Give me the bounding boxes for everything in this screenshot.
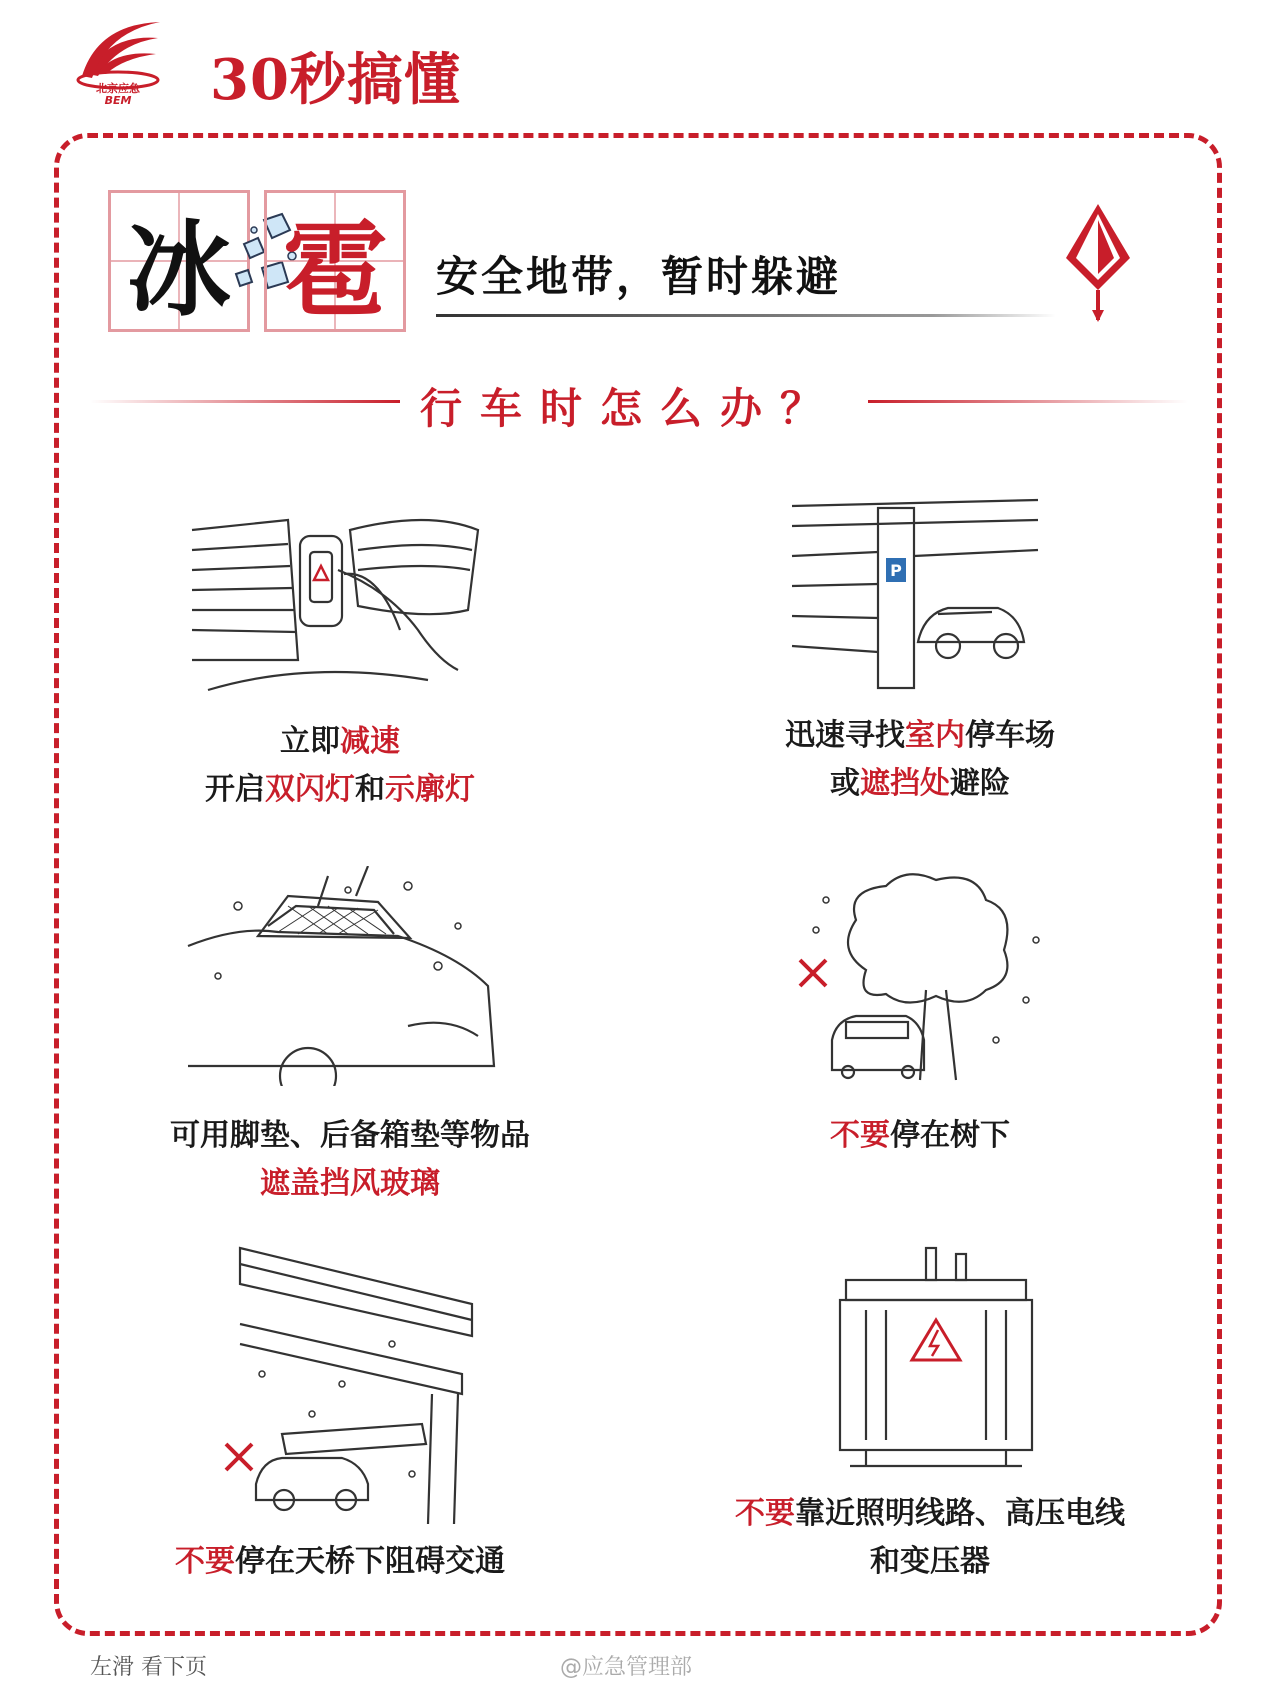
section-heading: 行车时怎么办？ <box>420 384 841 433</box>
text: 停车场 <box>965 718 1055 753</box>
logo-text-en: BEM <box>104 94 132 106</box>
caption-line <box>700 1538 1160 1586</box>
caption-line <box>170 766 510 814</box>
logo-text-cn: 北京应急 <box>96 82 140 95</box>
caption-line <box>700 1490 1160 1538</box>
text: 和 <box>355 772 385 807</box>
title-char-bing: 冰 <box>126 209 231 331</box>
caption-line <box>140 1160 560 1208</box>
caption-item-2 <box>720 712 1120 808</box>
caption-line <box>750 1112 1090 1160</box>
text: 避险 <box>950 766 1010 801</box>
bem-logo <box>68 14 168 106</box>
text-red: 减速 <box>340 724 400 759</box>
caption-line <box>720 712 1120 760</box>
illustration-indoor-parking <box>788 486 1048 696</box>
caption-line <box>140 1112 560 1160</box>
caption-line <box>170 718 510 766</box>
subtitle: 安全地带，暂时躲避 <box>436 252 842 301</box>
caption-line <box>720 760 1120 808</box>
text: 停在天桥下阻碍交通 <box>235 1544 505 1579</box>
text-red: 不要 <box>830 1118 890 1153</box>
text: 停在树下 <box>890 1118 1010 1153</box>
watermark: @应急管理部 <box>560 1655 693 1680</box>
section-line-left <box>90 400 400 403</box>
text: 迅速寻找 <box>785 718 905 753</box>
text-red: 不要 <box>735 1496 795 1531</box>
subtitle-underline <box>436 314 1056 317</box>
illustration-windshield-cover <box>178 866 498 1086</box>
text-red: 室内 <box>905 718 965 753</box>
illustration-overpass <box>222 1244 482 1524</box>
brand-title: 30秒搞懂 <box>210 47 461 113</box>
caption-item-1 <box>170 718 510 814</box>
caption-item-5 <box>140 1538 540 1586</box>
illustration-transformer <box>826 1240 1046 1470</box>
text: 开启 <box>205 772 265 807</box>
parking-sign-text: P <box>890 561 902 580</box>
text-red: 遮盖挡风玻璃 <box>260 1166 440 1201</box>
text-red: 示廓灯 <box>385 772 475 807</box>
section-line-right <box>868 400 1188 403</box>
caption-item-6 <box>700 1490 1160 1586</box>
illustration-hazard-button <box>188 510 488 710</box>
swipe-hint: 左滑 看下页 <box>90 1655 207 1680</box>
kite-icon <box>1062 200 1134 324</box>
caption-item-4 <box>750 1112 1090 1160</box>
caption-item-3 <box>140 1112 560 1208</box>
text: 立即 <box>280 724 340 759</box>
illustration-tree <box>796 870 1056 1090</box>
title-char-box-bao <box>264 190 406 332</box>
text-red: 双闪灯 <box>265 772 355 807</box>
text: 可用脚垫、后备箱垫等物品 <box>170 1118 530 1153</box>
title-char-bao: 雹 <box>282 209 387 331</box>
text: 和变压器 <box>870 1544 990 1579</box>
text: 靠近照明线路、高压电线 <box>795 1496 1125 1531</box>
text-red: 不要 <box>175 1544 235 1579</box>
text-red: 遮挡处 <box>860 766 950 801</box>
caption-line <box>140 1538 540 1586</box>
text: 或 <box>830 766 860 801</box>
